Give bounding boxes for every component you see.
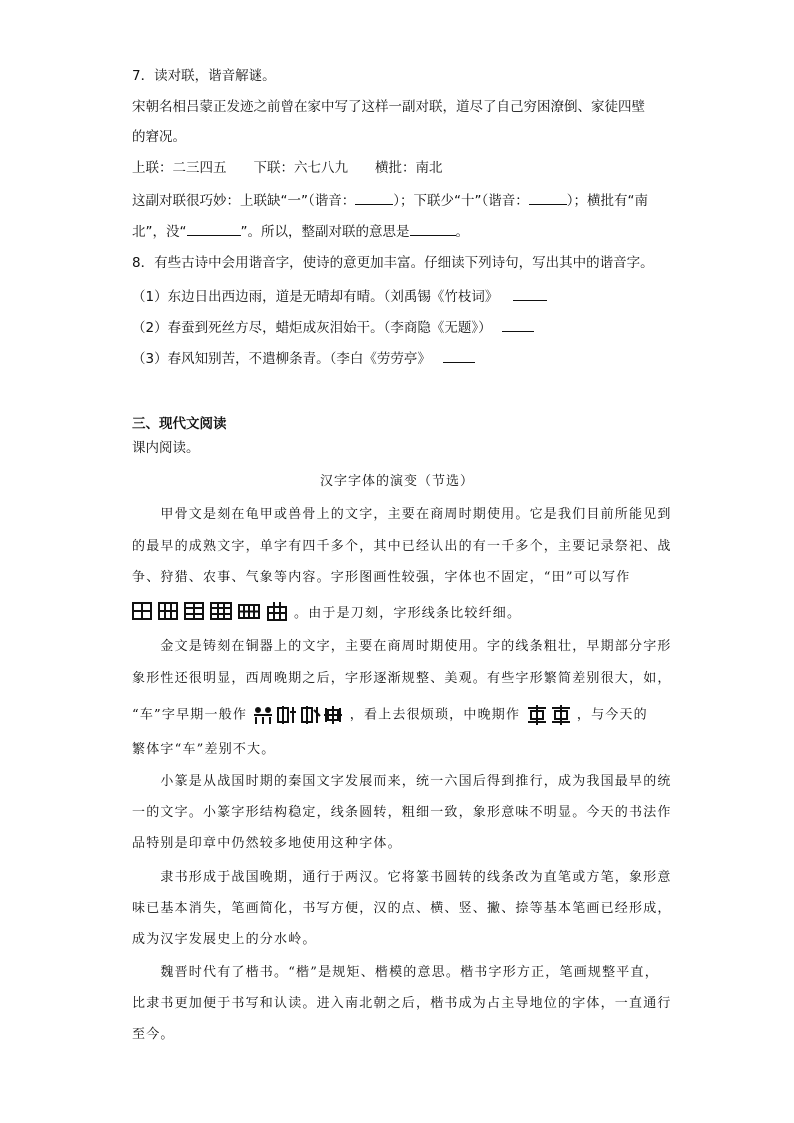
- p2-line-1: 金文是铸刻在铜器上的文字，主要在商周时期使用。字的线条粗壮，早期部分字形: [132, 639, 672, 654]
- q7-analysis-text-3: ）；横批有“南: [566, 193, 648, 209]
- q7-intro-line-2: 的窘况。: [132, 129, 186, 145]
- tian-variant-5-icon: [238, 602, 260, 620]
- q8-item-3-text: （3）春风知别苦，不遣柳条青。（李白《劳劳亭》: [132, 351, 431, 367]
- q8-item-3: [132, 348, 475, 369]
- q7-analysis-text-2: ）；下联少“十”（谐音：: [393, 193, 529, 209]
- p3-line-3: 品特别是印章中仍然较多地使用这种字体。: [132, 836, 402, 851]
- q7-analysis-line-1: [132, 190, 648, 211]
- section-3-sub: 课内阅读。: [132, 440, 200, 456]
- q7-blank-1[interactable]: [355, 190, 393, 205]
- p4-line-2: 味已基本消失，笔画简化，书写方便，汉的点、横、竖、撇、捺等基本笔画已经形成，: [132, 901, 672, 916]
- q7-analysis2-text-3: 。: [455, 224, 469, 240]
- tian-variant-1-icon: [132, 602, 152, 620]
- p1-line-1: 甲骨文是刻在龟甲或兽骨上的文字，主要在商周时期使用。它是我们目前所能见到: [132, 507, 672, 522]
- che-early-1-icon: [254, 707, 272, 724]
- che-late-glyphs: [526, 704, 572, 726]
- p3-line-2: 一的文字。小篆字形结构稳定，线条圆转，粗细一致，象形意味不明显。今天的书法作: [132, 805, 672, 820]
- p5-line-1: 魏晋时代有了楷书。“楷”是规矩、楷模的意思。楷书字形方正，笔画规整平直，: [132, 965, 659, 980]
- section-3-heading: 三、现代文阅读: [132, 416, 227, 432]
- p2-line-3-text-b: ，看上去很烦琐，中晚期作: [349, 707, 521, 723]
- q7-title: 7．读对联，谐音解谜。: [132, 68, 276, 84]
- q8-item-1-text: （1）东边日出西边雨，道是无晴却有晴。（刘禹锡《竹枝词》: [132, 289, 499, 305]
- p2-line-2: 象形性还很明显，西周晚期之后，字形逐渐规整、美观。有些字形繁简差别很大，如，: [132, 671, 672, 686]
- che-early-glyphs: [252, 704, 344, 726]
- che-late-2-icon: [552, 705, 570, 725]
- q7-blank-4[interactable]: [410, 221, 456, 236]
- article-title: 汉字字体的演变（节选）: [319, 474, 474, 489]
- q7-analysis-line-2: [132, 221, 469, 242]
- q7-analysis2-text-2: ”。所以，整副对联的意思是: [240, 224, 410, 240]
- q8-item-1: [132, 286, 547, 307]
- p2-line-4: 繁体字“车”差别不大。: [132, 742, 276, 757]
- che-late-1-icon: [528, 705, 546, 725]
- q7-intro-line-1: 宋朝名相吕蒙正发迹之前曾在家中写了这样一副对联，道尽了自己穷困潦倒、家徒四壁: [132, 99, 645, 115]
- che-early-3-icon: [302, 706, 320, 724]
- q7-analysis2-text-1: 北”，没“: [132, 224, 187, 240]
- q7-analysis-text-1: 这副对联很巧妙：上联缺“一”（谐音：: [132, 193, 356, 209]
- p1-end-text: 。由于是刀刻，字形线条比较纤细。: [294, 605, 522, 621]
- tian-variant-6-icon: [266, 601, 288, 621]
- q8-item-1-blank[interactable]: [513, 286, 547, 301]
- p4-line-1: 隶书形成于战国晚期，通行于两汉。它将篆书圆转的线条改为直笔或方笔，象形意: [132, 870, 672, 885]
- che-early-4-icon: [324, 706, 342, 724]
- tian-variant-2-icon: [158, 602, 178, 620]
- q8-item-3-blank[interactable]: [443, 348, 475, 363]
- q7-blank-2[interactable]: [529, 190, 567, 205]
- p2-line-3-text-a: “车”字早期一般作: [132, 707, 248, 723]
- p5-line-3: 至今。: [132, 1027, 175, 1042]
- q8-item-2: [132, 317, 534, 338]
- tian-glyph-row: [132, 598, 521, 624]
- q8-item-2-blank[interactable]: [502, 317, 534, 332]
- q8-title: 8．有些古诗中会用谐音字，使诗的意更加丰富。仔细读下列诗句，写出其中的谐音字。: [132, 255, 654, 271]
- p2-line-3-text-c: ，与今天的: [576, 707, 648, 723]
- tian-variant-4-icon: [210, 602, 232, 620]
- q7-blank-3[interactable]: [187, 221, 241, 236]
- tian-variant-3-icon: [184, 602, 204, 620]
- p4-line-3: 成为汉字发展史上的分水岭。: [132, 932, 317, 947]
- p5-line-2: 比隶书更加便于书写和认读。进入南北朝之后，楷书成为占主导地位的字体，一直通行: [132, 996, 672, 1011]
- p1-line-3: 争、狩猎、农事、气象等内容。字形图画性较强，字体也不固定，“田”可以写作: [132, 570, 631, 585]
- q8-item-2-text: （2）春蚕到死丝方尽，蜡炬成灰泪始干。（李商隐《无题》）: [132, 320, 492, 336]
- p2-line-3: [132, 704, 648, 726]
- p1-line-2: 的最早的成熟文字，单字有四千多个，其中已经认出的有一千多个，主要记录祭祀、战: [132, 539, 672, 554]
- p3-line-1: 小篆是从战国时期的秦国文字发展而来，统一六国后得到推行，成为我国最早的统: [132, 774, 672, 789]
- che-early-2-icon: [278, 706, 296, 724]
- q7-couplet: 上联：二三四五 下联：六七八九 横批：南北: [132, 160, 443, 176]
